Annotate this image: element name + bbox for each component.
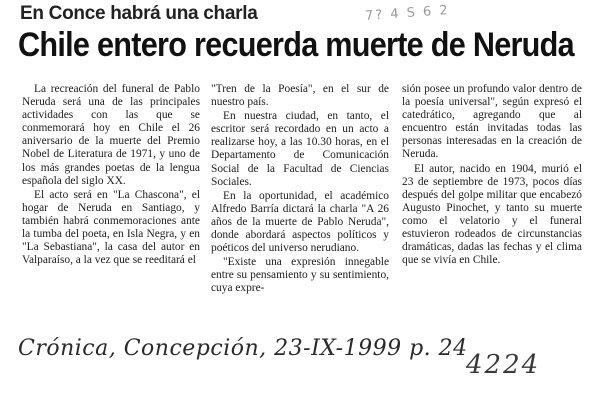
- article-kicker: En Conce habrá una charla: [20, 3, 258, 24]
- paragraph: sión posee un profundo valor dentro de la poesía universal", según expresó el catedrático, agregando que al encuentro están invitadas todas las personas interesadas en la creación de Neruda.: [402, 83, 582, 161]
- article-column-1: [22, 83, 200, 267]
- pencil-mark: 7? 4 S 6 2: [364, 3, 451, 24]
- paragraph: El acto será en "La Chascona", el hogar de Neruda en Santiago, y también habrá conmemoraciones ante la tumba del poeta, en Isla Negra, y en "La Sebastiana", la casa del autor en Valparaíso, a la vez que se reeditará el: [22, 188, 200, 267]
- paragraph: En la oportunidad, el académico Alfredo Barría dictará la charla "A 26 años de la muerte de Pablo Neruda", donde abordará aspectos políticos y poéticos del universo nerudiano.: [211, 189, 389, 255]
- article-column-2: [211, 83, 389, 296]
- handwritten-source-note: Crónica, Concepción, 23-IX-1999 p. 24: [18, 336, 468, 361]
- paragraph: "Tren de la Poesía", en el sur de nuestro país.: [211, 83, 389, 109]
- paragraph: En nuestra ciudad, en tanto, el escritor será recordado en un acto a realizarse hoy, a las 10.30 horas, en el Departamento de Comunicación Social de la Facultad de Ciencias Sociales.: [211, 110, 389, 188]
- handwritten-archive-number: 4224: [466, 350, 541, 380]
- paragraph: "Existe una expresión innegable entre su pensamiento y su sentimiento, cuya expre-: [211, 256, 389, 295]
- article-column-3: [402, 83, 582, 267]
- paragraph: El autor, nacido en 1904, murió el 23 de septiembre de 1973, pocos días después del golpe militar que encabezó Augusto Pinochet, y tanto su muerte como el velatorio y el funeral estuvieron rodeados de circunstancias dramáticas, dadas las fechas y el clima que se vivía en Chile.: [402, 162, 582, 267]
- paragraph: La recreación del funeral de Pablo Neruda será una de las principales actividades con las que se conmemorará hoy en Chile el 26 aniversario de la muerte del Premio Nobel de Literatura de 1971, y uno de los más grandes poetas de la lengua española del siglo XX.: [22, 83, 200, 187]
- article-headline: Chile entero recuerda muerte de Neruda: [18, 26, 574, 64]
